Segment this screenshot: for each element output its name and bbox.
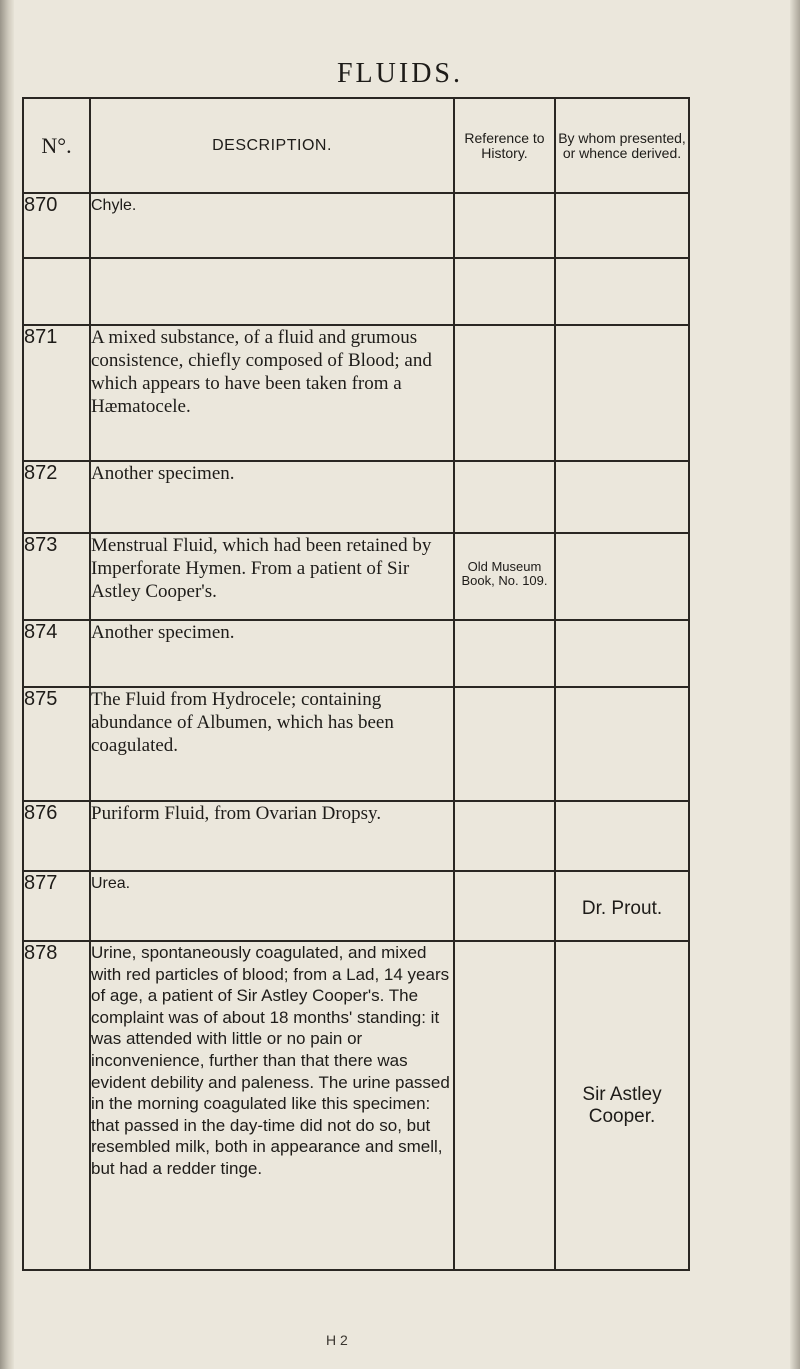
table-header-row xyxy=(23,98,689,193)
row-description: Another specimen. xyxy=(90,620,454,687)
row-by-whom xyxy=(555,193,689,258)
row-reference xyxy=(454,801,555,871)
row-reference xyxy=(454,941,555,1270)
row-by-whom: Sir Astley Cooper. xyxy=(555,941,689,1270)
row-description: Urea. xyxy=(90,871,454,941)
row-by-whom xyxy=(555,533,689,620)
page-title: FLUIDS. xyxy=(336,58,463,89)
row-by-whom xyxy=(555,801,689,871)
book-spine-shadow xyxy=(0,0,14,1369)
row-number: 876 xyxy=(23,801,90,871)
specimen-table xyxy=(22,97,690,1271)
row-by-whom xyxy=(555,258,689,325)
row-by-whom xyxy=(555,461,689,533)
header-reference: Reference to History. xyxy=(454,98,555,193)
row-description: Chyle. xyxy=(90,193,454,258)
row-number: 870 xyxy=(23,193,90,258)
table-row xyxy=(23,461,689,533)
row-description: Another specimen. xyxy=(90,461,454,533)
row-reference xyxy=(454,620,555,687)
row-description: Urine, spontaneously coagulated, and mixed with red particles of blood; from a Lad, 14 years of age, a patient of Sir Astley Cooper's. The complaint was of about 18 months' standing: it was attended with little or no pain or inconvenience, further than that there was evident debility and paleness. The urine passed in the morning coagulated like this specimen: that passed in the day-time did not do so, but resembled milk, both in appearance and smell, but had a redder tinge. xyxy=(90,941,454,1270)
row-by-whom xyxy=(555,620,689,687)
row-description: Menstrual Fluid, which had been retained by Imperforate Hymen. From a patient of Sir Astley Cooper's. xyxy=(90,533,454,620)
signature-mark: H 2 xyxy=(326,1332,348,1348)
row-description: Puriform Fluid, from Ovarian Dropsy. xyxy=(90,801,454,871)
row-number: 874 xyxy=(23,620,90,687)
row-number: 872 xyxy=(23,461,90,533)
row-description: A mixed substance, of a fluid and grumous consistence, chiefly composed of Blood; and which appears to have been taken from a Hæmatocele. xyxy=(90,325,454,461)
row-number xyxy=(23,258,90,325)
header-number: N°. xyxy=(23,98,90,193)
row-reference xyxy=(454,193,555,258)
row-description: The Fluid from Hydrocele; containing abundance of Albumen, which has been coagulated. xyxy=(90,687,454,801)
table-row xyxy=(23,193,689,258)
row-reference xyxy=(454,325,555,461)
row-number: 875 xyxy=(23,687,90,801)
row-by-whom xyxy=(555,325,689,461)
table-row xyxy=(23,941,689,1270)
row-number: 873 xyxy=(23,533,90,620)
table-row xyxy=(23,325,689,461)
row-description xyxy=(90,258,454,325)
table-row xyxy=(23,533,689,620)
row-number: 871 xyxy=(23,325,90,461)
row-reference xyxy=(454,258,555,325)
row-reference: Old Museum Book, No. 109. xyxy=(454,533,555,620)
row-number: 877 xyxy=(23,871,90,941)
page-edge-shadow xyxy=(790,0,800,1369)
table-row xyxy=(23,258,689,325)
header-by-whom: By whom presented, or whence derived. xyxy=(555,98,689,193)
row-by-whom: Dr. Prout. xyxy=(555,871,689,941)
table-row xyxy=(23,871,689,941)
row-reference xyxy=(454,461,555,533)
table-row xyxy=(23,687,689,801)
row-by-whom xyxy=(555,687,689,801)
row-number: 878 xyxy=(23,941,90,1270)
table-row xyxy=(23,801,689,871)
row-reference xyxy=(454,871,555,941)
header-description: DESCRIPTION. xyxy=(90,98,454,193)
table-row xyxy=(23,620,689,687)
row-reference xyxy=(454,687,555,801)
